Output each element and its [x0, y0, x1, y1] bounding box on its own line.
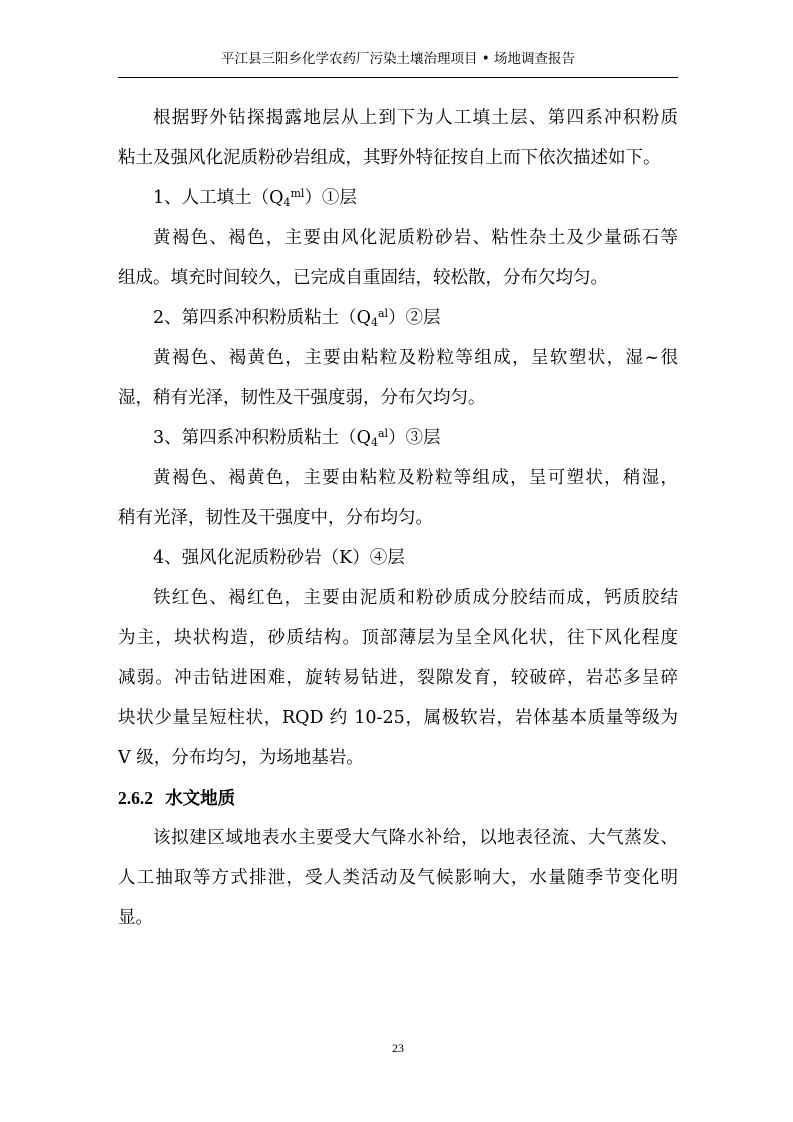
layer3-title	[118, 418, 678, 458]
layer1-title-post: ）①层	[304, 188, 357, 208]
layer3-desc-line-1: 黄褐色、褐黄色，主要由粘粒及粉粒等组成，呈可塑状，稍湿，	[153, 468, 678, 488]
layer4-desc-line-3: 减弱。冲击钻进困难，旋转易钻进，裂隙发育，较破碎，岩芯多呈碎	[118, 668, 678, 688]
hydro-line-2: 人工抽取等方式排泄，受人类活动及气候影响大，水量随季节变化明	[118, 868, 678, 888]
hydro-line-3: 显。	[118, 908, 153, 928]
layer2-desc-line-2: 湿，稍有光泽，韧性及干强度弱，分布欠均匀。	[118, 388, 486, 408]
layer3-title-post: ）③层	[388, 428, 441, 448]
section-heading	[118, 778, 678, 818]
layer3-desc-line-2: 稍有光泽，韧性及干强度中，分布均匀。	[118, 508, 433, 528]
layer2-title-post: ）②层	[388, 308, 441, 328]
layer4-desc-line-1: 铁红色、褐红色，主要由泥质和粉砂质成分胶结而成，钙质胶结	[153, 588, 678, 608]
layer2-desc-line-1: 黄褐色、褐黄色，主要由粘粒及粉粒等组成，呈软塑状，湿~很	[153, 348, 678, 368]
layer2-title-sup: al	[377, 307, 389, 320]
document-body	[118, 98, 678, 938]
layer1-desc-line-2: 组成。填充时间较久，已完成自重固结，较松散，分布欠均匀。	[118, 268, 608, 288]
layer1-title-sup: ml	[290, 187, 305, 200]
section-title: 水文地质	[165, 789, 236, 809]
intro-line-2: 粘土及强风化泥质粉砂岩组成，其野外特征按自上而下依次描述如下。	[118, 148, 661, 168]
layer4-desc-line-5: V 级，分布均匀，为场地基岩。	[118, 748, 364, 768]
layer1-title-pre: 1、人工填土（Q	[153, 188, 284, 208]
header-rule	[118, 77, 678, 78]
running-header: 平江县三阳乡化学农药厂污染土壤治理项目 • 场地调查报告	[220, 51, 576, 67]
layer4-title: 4、强风化泥质粉砂岩（K）④层	[153, 548, 405, 568]
layer4-desc-line-4: 块状少量呈短柱状，RQD 约 10-25，属极软岩，岩体基本质量等级为	[118, 708, 678, 728]
layer1-title	[118, 178, 678, 218]
layer4-desc-line-2: 为主，块状构造，砂质结构。顶部薄层为呈全风化状，往下风化程度	[118, 628, 678, 648]
hydro-line-1: 该拟建区域地表水主要受大气降水补给，以地表径流、大气蒸发、	[153, 828, 678, 848]
layer3-title-sup: al	[377, 427, 389, 440]
layer2-title	[118, 298, 678, 338]
layer1-desc-line-1: 黄褐色、褐色，主要由风化泥质粉砂岩、粘性杂土及少量砾石等	[153, 228, 678, 248]
layer2-title-sub: 4	[370, 316, 378, 329]
layer3-title-pre: 3、第四系冲积粉质粘土（Q	[153, 428, 371, 448]
intro-line-1: 根据野外钻探揭露地层从上到下为人工填土层、第四系冲积粉质	[153, 108, 678, 128]
layer3-title-sub: 4	[370, 436, 378, 449]
page-number: 23	[392, 1041, 404, 1055]
section-number: 2.6.2	[118, 788, 153, 808]
layer1-title-sub: 4	[283, 196, 291, 209]
layer2-title-pre: 2、第四系冲积粉质粘土（Q	[153, 308, 371, 328]
